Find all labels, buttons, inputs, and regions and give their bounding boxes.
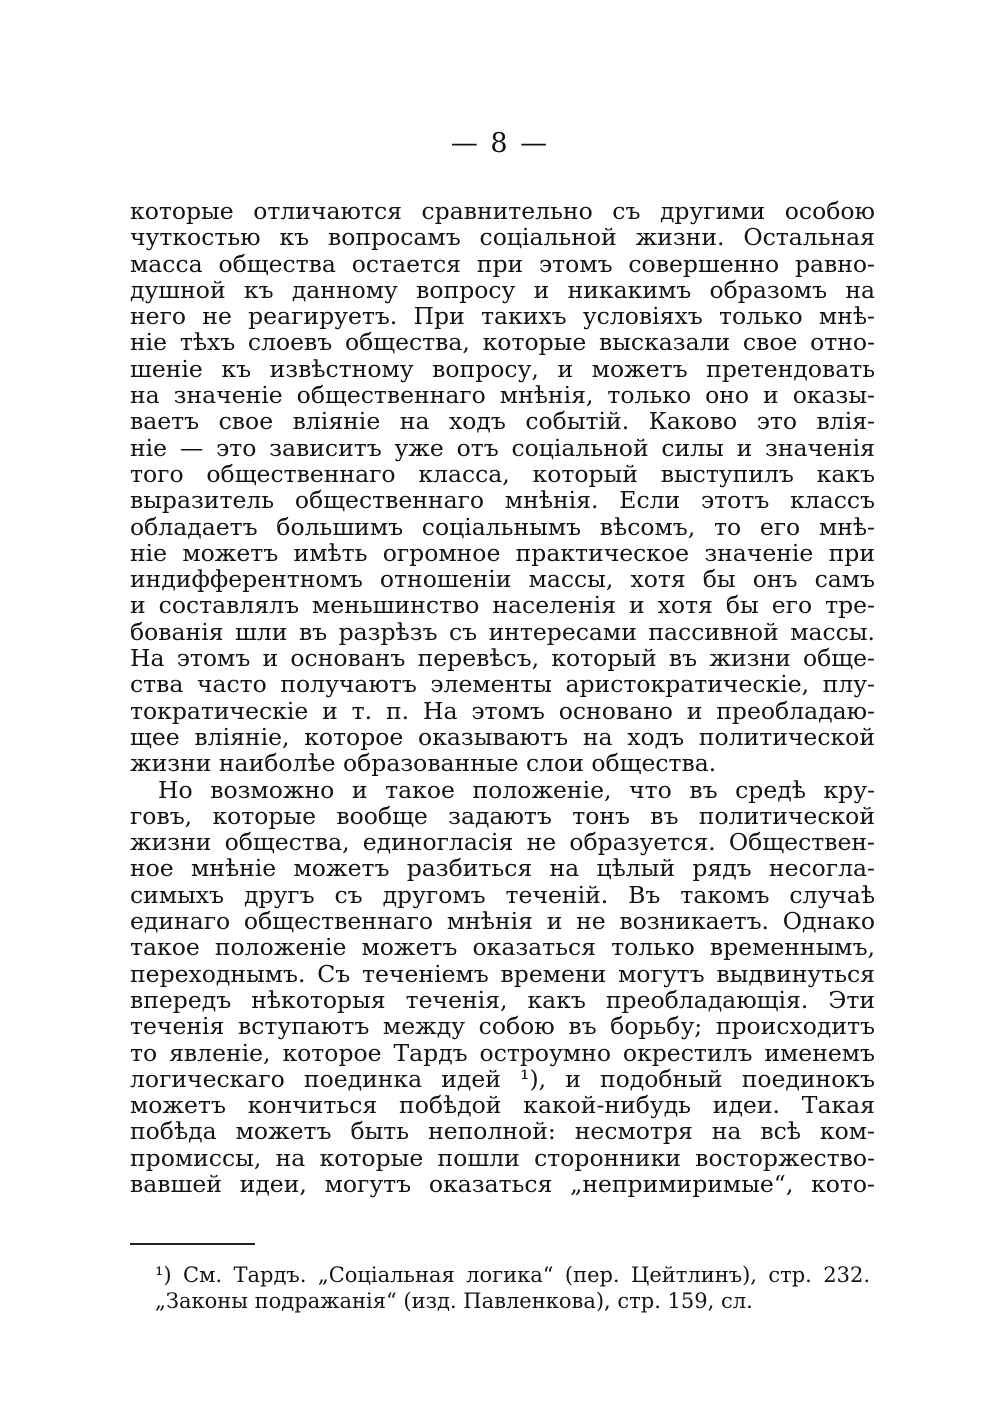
paragraph	[130, 777, 875, 1198]
text-line: ніе тѣхъ слоевъ общества, которые высказали свое отно-	[130, 328, 875, 357]
body-text	[130, 198, 875, 1197]
text-line: На этомъ и основанъ перевѣсъ, который въ жизни обще-	[130, 644, 875, 673]
text-line: тократическіе и т. п. На этомъ основано и преобладаю-	[130, 696, 875, 725]
text-line: такое положеніе можетъ оказаться только временнымъ,	[130, 933, 875, 962]
text-line: вавшей идеи, могутъ оказаться „непримиримые“, кото-	[130, 1169, 875, 1198]
text-line: симыхъ другъ съ другомъ теченій. Въ такомъ случаѣ	[130, 880, 875, 909]
footnotes	[155, 1262, 870, 1314]
text-line: масса общества остается при этомъ совершенно равно-	[130, 249, 875, 278]
text-line: шеніе къ извѣстному вопросу, и можетъ претендовать	[130, 354, 875, 383]
text-line: на значеніе общественнаго мнѣнія, только оно и оказы-	[130, 381, 875, 410]
footnote-rule	[130, 1243, 255, 1245]
text-line: и составлялъ меньшинство населенія и хотя бы его тре-	[130, 591, 875, 620]
text-line: говъ, которые вообще задаютъ тонъ въ политической	[130, 801, 875, 830]
text-line: промиссы, на которые пошли сторонники восторжество-	[130, 1143, 875, 1172]
text-line: ваетъ свое вліяніе на ходъ событій. Каково это влія-	[130, 407, 875, 436]
paragraph	[130, 198, 875, 777]
text-line: Но возможно и такое положеніе, что въ средѣ кру-	[158, 775, 875, 804]
text-line: теченія вступаютъ между собою въ борьбу; происходитъ	[130, 1012, 875, 1041]
footnote-line: „Законы подражанія“ (изд. Павленкова), стр. 159, сл.	[155, 1289, 753, 1313]
text-line: обладаетъ большимъ соціальнымъ вѣсомъ, то его мнѣ-	[130, 512, 875, 541]
text-line: ніе — это зависитъ уже отъ соціальной силы и значенія	[130, 433, 875, 462]
text-line: жизни наиболѣе образованные слои общества.	[130, 749, 717, 778]
text-line: можетъ кончиться побѣдой какой-нибудь идеи. Такая	[130, 1091, 875, 1120]
text-line: которые отличаются сравнительно съ другими особою	[130, 197, 875, 225]
footnote-line: ¹) См. Тардъ. „Соціальная логика“ (пер. Цейтлинъ), стр. 232.	[155, 1263, 870, 1287]
text-line: логическаго поединка идей ¹), и подобный поединокъ	[130, 1064, 875, 1093]
text-line: бованія шли въ разрѣзъ съ интересами пассивной массы.	[130, 617, 875, 646]
text-line: того общественнаго класса, который выступилъ какъ	[130, 459, 875, 488]
text-line: выразитель общественнаго мнѣнія. Если этотъ классъ	[130, 486, 875, 515]
text-line: ніе можетъ имѣть огромное практическое значеніе при	[130, 538, 875, 567]
text-line: единаго общественнаго мнѣнія и не возникаетъ. Однако	[130, 907, 875, 936]
text-line: душной къ данному вопросу и никакимъ образомъ на	[130, 275, 875, 304]
text-line: ства часто получаютъ элементы аристократическіе, плу-	[130, 670, 875, 699]
text-line: ное мнѣніе можетъ разбиться на цѣлый рядъ несогла-	[130, 854, 875, 883]
text-line: чуткостью къ вопросамъ соціальной жизни. Остальная	[130, 223, 875, 252]
text-line: впередъ нѣкоторыя теченія, какъ преобладающія. Эти	[130, 985, 875, 1014]
text-line: жизни общества, единогласія не образуется. Обществен-	[130, 828, 875, 857]
page-number: — 8 —	[450, 128, 550, 159]
text-line: то явленіе, которое Тардъ остроумно окрестилъ именемъ	[130, 1038, 875, 1067]
text-line: побѣда можетъ быть неполной: несмотря на всѣ ком-	[130, 1117, 875, 1146]
text-line: индифферентномъ отношеніи массы, хотя бы онъ самъ	[130, 565, 875, 594]
text-line: него не реагируетъ. При такихъ условіяхъ только мнѣ-	[130, 302, 875, 331]
text-line: переходнымъ. Съ теченіемъ времени могутъ выдвинуться	[130, 959, 875, 988]
text-line: щее вліяніе, которое оказываютъ на ходъ политической	[130, 722, 875, 751]
